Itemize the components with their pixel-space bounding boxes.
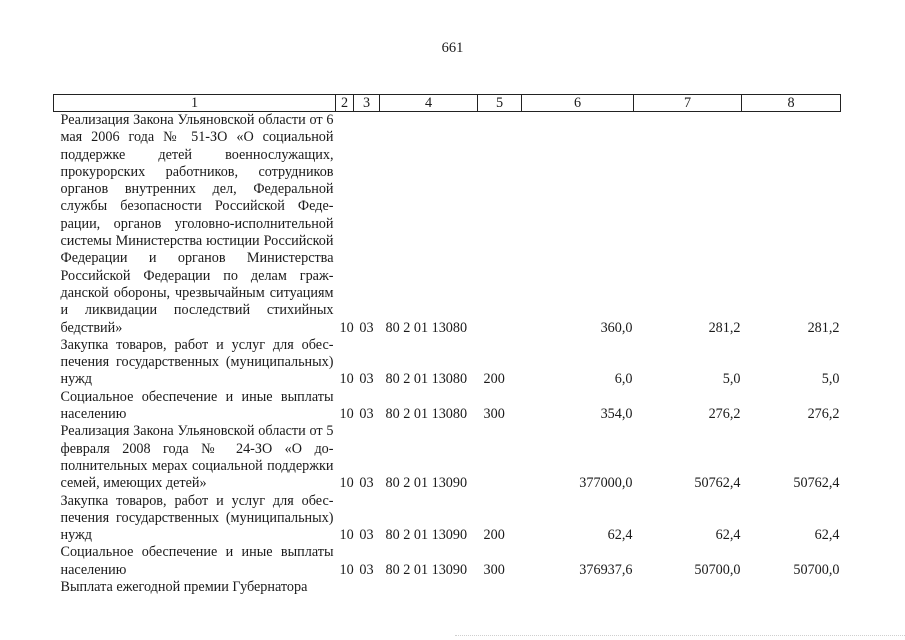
header-col-4: 4 [380,95,478,112]
row-section: 10 [339,371,354,388]
table-row [54,112,841,337]
header-col-6: 6 [522,95,634,112]
row-value-col6: 360,0 [600,319,633,336]
row-value-col7: 281,2 [708,319,741,336]
row-subsection: 03 [359,406,374,423]
table-row [54,493,841,545]
header-row [54,95,841,112]
header-col-7: 7 [634,95,742,112]
row-value-col6 [522,579,634,596]
row-name: Выплата ежегодной премии Губернатора [60,579,308,596]
row-target-article: 80 2 01 13090 [385,475,468,492]
header-col-2: 2 [336,95,354,112]
row-value-col7: 50762,4 [694,475,741,492]
row-subsection: 03 [359,319,374,336]
row-subsection: 03 [359,475,374,492]
row-expense-type: 300 [483,561,505,578]
row-value-col7: 276,2 [708,406,741,423]
row-name: Реализация Закона Ульяновской области от 5 февраля 2008 года № 24-ЗО «О дополнительных мерах социальной поддержки семей, имеющих детей» [60,423,334,492]
row-subsection: 03 [359,371,374,388]
row-value-col6: 354,0 [600,406,633,423]
header-col-3: 3 [354,95,380,112]
budget-table [53,94,841,596]
row-section: 10 [339,319,354,336]
row-section [336,579,354,596]
row-name: Реализация Закона Ульяновской области от 6 мая 2006 года № 51-ЗО «О социальной поддержке детей военнослужащих, прокурорских работников, сотрудников органов внутренних дел, Федеральной службы безопасности Российской Федeрации, органов уголовно-исполнительной системы Министерства юстиции Российской Федерации и органов Министерства Российской Федерации по делам гражданской обороны, чрезвычайным ситуациям и ликвидации последствий стихийных бедствий» [60,112,334,336]
table-row [54,579,841,596]
row-target-article: 80 2 01 13080 [385,406,468,423]
header-col-1: 1 [54,95,336,112]
row-value-col7: 5,0 [722,371,741,388]
row-value-col8: 50700,0 [793,561,840,578]
row-value-col8: 276,2 [807,406,840,423]
row-value-col6: 6,0 [614,371,633,388]
page-bottom-edge [455,635,905,640]
row-expense-type [478,112,522,337]
row-expense-type [478,423,522,492]
row-value-col6: 376937,6 [579,561,633,578]
table-body [54,112,841,597]
row-value-col8 [742,579,841,596]
row-value-col7: 62,4 [715,527,741,544]
table-row [54,544,841,579]
row-target-article: 80 2 01 13080 [385,371,468,388]
row-value-col8: 62,4 [814,527,840,544]
row-target-article [380,579,478,596]
row-target-article: 80 2 01 13090 [385,561,468,578]
row-expense-type: 200 [483,527,505,544]
row-value-col7 [634,579,742,596]
row-expense-type: 200 [483,371,505,388]
row-section: 10 [339,406,354,423]
row-target-article: 80 2 01 13090 [385,527,468,544]
row-section: 10 [339,527,354,544]
header-col-5: 5 [478,95,522,112]
row-section: 10 [339,561,354,578]
row-value-col6: 62,4 [607,527,633,544]
row-name: Закупка товаров, работ и услуг для обеспечения государственных (муниципальных) нужд [60,492,334,544]
page-number: 661 [441,40,464,56]
header-col-8: 8 [742,95,841,112]
row-name: Закупка товаров, работ и услуг для обеспечения государственных (муниципальных) нужд [60,336,334,388]
row-section: 10 [339,475,354,492]
row-expense-type: 300 [483,406,505,423]
row-value-col8: 5,0 [821,371,840,388]
row-value-col7: 50700,0 [694,561,741,578]
row-expense-type [478,579,522,596]
row-subsection [354,579,380,596]
row-value-col6: 377000,0 [579,475,633,492]
table-row [54,423,841,492]
row-name: Социальное обеспечение и иные выплаты населению [60,388,334,423]
row-name: Социальное обеспечение и иные выплаты населению [60,544,334,578]
table-row [54,337,841,389]
table-header [54,95,841,112]
row-subsection: 03 [359,561,374,578]
row-subsection: 03 [359,527,374,544]
row-target-article: 80 2 01 13080 [385,319,468,336]
row-value-col8: 50762,4 [793,475,840,492]
row-value-col8: 281,2 [807,319,840,336]
table-row [54,389,841,424]
